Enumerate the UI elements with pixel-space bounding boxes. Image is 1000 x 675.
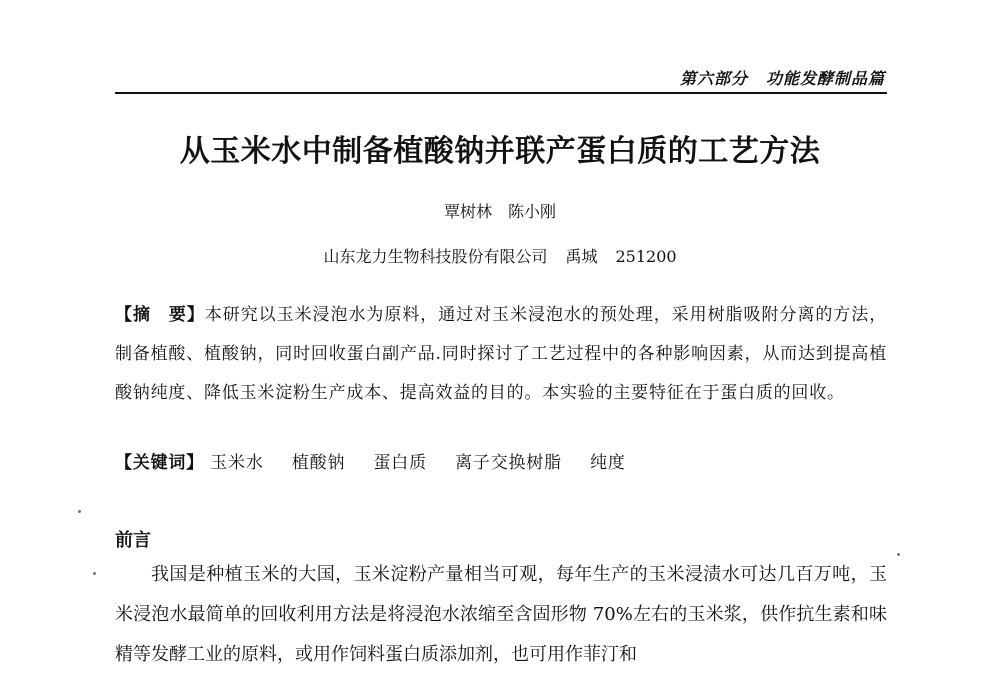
scan-speck [93,572,96,575]
running-head-section: 功能发酵制品篇 [765,69,885,88]
affiliation [0,244,1000,267]
affiliation-organization: 山东龙力生物科技股份有限公司 [323,247,548,266]
running-head-part: 第六部分 [679,69,748,88]
header-rule [115,92,887,94]
abstract-text: 本研究以玉米浸泡水为原料，通过对玉米浸泡水的预处理，采用树脂吸附分离的方法，制备植酸、植酸钠，同时回收蛋白副产品.同时探讨了工艺过程中的各种影响因素，从而达到提高植酸钠纯度、降低玉米淀粉生产成本、提高效益的目的。本实验的主要特征在于蛋白质的回收。 [115,305,888,403]
keywords [115,450,887,476]
abstract-label: 【摘 要】 [115,305,205,325]
author-list [0,199,1000,222]
affiliation-city: 禹城 [565,247,598,266]
keyword-item: 离子交换树脂 [455,453,562,473]
keyword-item: 玉米水 [210,453,264,473]
paper-title: 从玉米水中制备植酸钠并联产蛋白质的工艺方法 [179,134,821,169]
introduction-paragraph: 我国是种植玉米的大国，玉米淀粉产量相当可观，每年生产的玉米浸渍水可达几百万吨，玉米浸泡水最简单的回收利用方法是将浸泡水浓缩至含固形物 70%左右的玉米浆，供作抗生素和味精等发酵工业的原料，或用作饲料蛋白质添加剂，也可用作菲汀和 [115,564,887,665]
author-name: 覃树林 [443,202,492,221]
keyword-item: 纯度 [590,453,626,473]
keyword-item: 蛋白质 [373,453,427,473]
affiliation-postcode: 251200 [615,247,677,266]
abstract [115,296,887,413]
running-head [680,66,885,89]
keyword-item: 植酸钠 [291,453,346,473]
scan-speck [78,510,81,513]
scan-speck [897,553,900,556]
author-name: 陈小刚 [508,202,557,221]
section-heading-introduction: 前言 [115,530,151,551]
keywords-label: 【关键词】 [115,453,204,473]
